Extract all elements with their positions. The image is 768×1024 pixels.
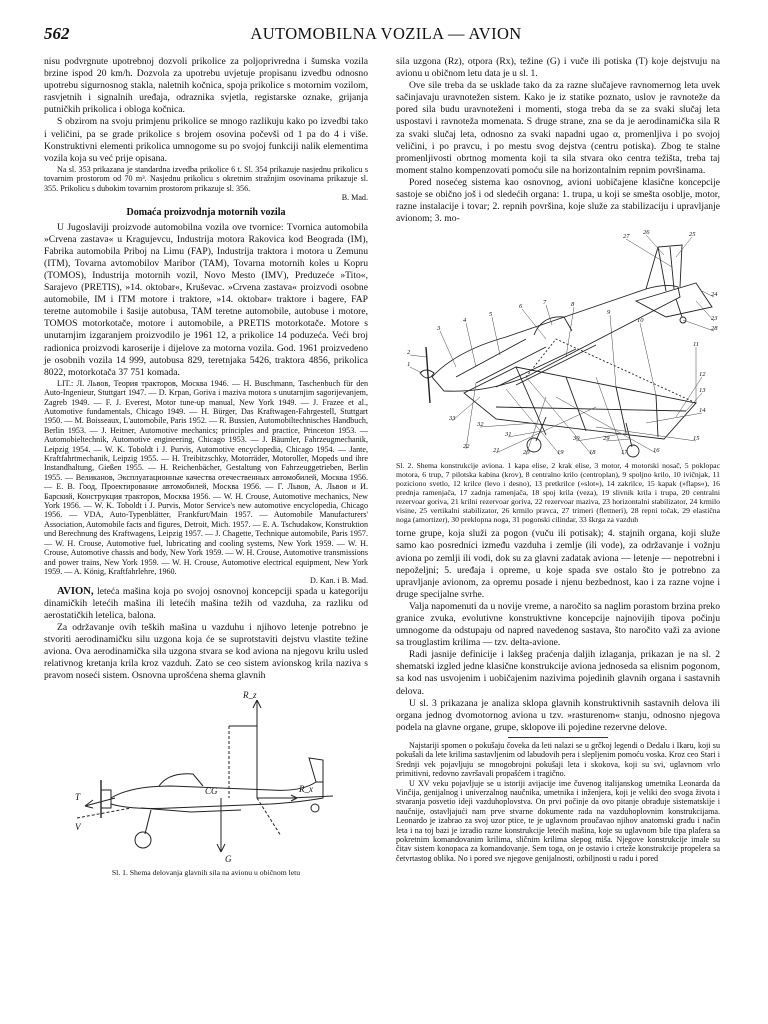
figure-2-aircraft-structure [396, 227, 720, 459]
callout-number: 14 [699, 407, 706, 415]
callout-number: 24 [711, 291, 718, 299]
callout-leader [596, 427, 696, 441]
figure-2-caption: Sl. 2. Shema konstrukcije aviona. 1 kapa elise, 2 krak elise, 3 motor, 4 motorski nosač, 5 poklopac motora, 6 trup, 7 pilotska kabina (krov), 8 centralno krilo (centroplan), 9 spoljno krilo, 10 ivičnjak, 11 poziciono svetlo, 12 krilce (levo i desno), 13 pretkrilce (»slot«), 14 zakrilce, 15 kapak (»flaps«), 16 prednja ramenjača, 17 zadnja ramenjača, 18 spoj krila (veza), 19 slivnik krila i trupa, 20 centralni rezervoar goriva, 21 krilni rezervoar goriva, 22 rezervoar maziva, 23 horizontalni stabilizator, 24 krmilo visine, 25 vertikalni stabilizator, 26 krmilo pravca, 27 trimeri (flettneri), 28 repni točak, 29 elastična noga (amortizer), 30 preklopna noga, 31 pogonski cilindar, 33 škrga za vazduh [396, 461, 720, 525]
running-title: AUTOMOBILNA VOZILA — AVION [250, 24, 522, 43]
callout-number: 32 [477, 421, 484, 429]
callout-number: 2 [407, 349, 411, 357]
paragraph: U Jugoslaviji proizvode automobilna vozila ove tvornice: Tvornica automobila »Crvena zastava« u Kragujevcu, Industrija motora Rakovica kod Beograda (IM), Fabrika automobila Priboj na Limu (FAP), Industrija traktora i motora u Zemunu (ITM), Tovarna avtomobilov Maribor (TAM), Tovarna motornih koles u Kopru (TOMOS), Industrija motornih vozil, Novo Mesto (IMV), Preduzeće »Tito«, Sarajevo (PRETIS), »14. oktobar«, Kruševac. »Crvena zastava« proizvodi osobne automobile, IM i ITM motore i traktore, »14. oktobar« traktore i bagere, FAP teretne automobile i šasije autobusa, TAM teretne automobile, autobuse i motore, TOMOS motorkotače, motore i automobile, a PRETIS motorkotače. Motore s unutarnjim izgaranjem proizvodilo je 1961 12, a prikolice 14 poduzeća. Veći broj radionica proizvodi karoserije i dijelove za motorna vozila. God. 1961 proizvedeno je osobnih vozila 14 999, autobusa 829, teretnjaka 5426, traktora 4856, prikolica 8022, motorkotača 37 751 komada. [44, 221, 368, 378]
label-cg: CG [205, 786, 218, 797]
callout-number: 21 [493, 447, 500, 455]
callout-number: 23 [711, 315, 718, 323]
page-number: 562 [44, 24, 70, 43]
article-headword: AVION, [57, 585, 94, 597]
label-velocity: V [75, 822, 81, 833]
right-column [396, 56, 720, 863]
callout-leader [496, 407, 596, 453]
figure-1-caption: Sl. 1. Shema delovanja glavnih sila na avionu u običnom letu [111, 868, 301, 878]
callout-leader [676, 237, 692, 257]
callout-number: 8 [571, 301, 575, 309]
callout-leader [610, 315, 616, 387]
callout-number: 27 [623, 233, 630, 241]
callout-leader [606, 439, 630, 441]
callout-number: 22 [463, 443, 470, 451]
callout-number: 13 [699, 387, 706, 395]
label-weight: G [225, 854, 232, 865]
callout-leader [466, 323, 476, 367]
callout-leader [526, 397, 546, 455]
callout-leader [410, 355, 426, 357]
label-thrust: T [75, 792, 81, 803]
figure-note: Na sl. 353 prikazana je standardna izvedba prikolice 6 t. Sl. 354 prikazuje nasjednu prikolicu s tovarnim prostorom od 70 m³. Nasjednu prikolicu s okretnim stražnjim osovinama prikazuje sl. 355. Prikolicu s dubokim tovarnim prostorom prikazuje sl. 356. [44, 164, 368, 193]
author-signature: D. Kan. i B. Mad. [310, 576, 368, 586]
callout-number: 9 [607, 309, 611, 317]
callout-number: 7 [543, 299, 547, 307]
callout-number: 16 [653, 447, 660, 455]
label-lift: R_z [243, 690, 257, 701]
running-header [44, 24, 728, 48]
bibliography: LIT.: Л. Львов, Теория тракторов, Москва 1946. — H. Buschmann, Taschenbuch für den Auto-Ingenieur, Stuttgart 1947. — D. Krpan, Goriva i maziva motora s unutarnjim sagorijevanjem, Zagreb 1949. — F. J. Everest, Motor tune-up manual, New York 1949. — J. Frazee et al., Automotive fundamentals, Chicago 1949. — H. Bürger, Das Kraftwagen-Fahrgestell, Stuttgart 1950. — M. Boisseaux, L'automobile, Paris 1952. — R. Bussien, Automobiltechnisches Handbuch, Berlin 1953. — J. Heitner, Automotive mechanics; principles and practice, Princeton 1953. — Automobieltechnik, Automotive engineering, Chicago 1953. — J. Bäumler, Fahrzeugmechanik, Leipzig 1954. — W. K. Toboldt i J. Purvis, Automotive encyclopedia, Chicago 1954. — Jante, Kraftfahrtmechanik, Leipzig 1955. — H. Treibitzschky, Motorräder, Motoroller, Mopeds und ihre Instandhaltung, Gießen 1955. — H. Reichenbächer, Gestaltung von Fahrzeuggetrieben, Berlin 1955. — Великанов, Эксплуатационные качества отечественных автомобилей, Москва 1956. — Е. В. Гоод, Проектирование автомобилей, Москва 1956. — Г. Львов, А. Львов и И. Барский, Конструкция тракторов, Москва 1956. — W. H. Crouse, Automotive mechanics, New York 1956. — W. K. Toboldt i J. Purvis, Motor Service's new automotive encyclopedia, Chicago 1956. — VDA, Auto-Typenblätter, Frankfurt/Main 1957. — Automobile Manufacturers' Association, Automobile facts and figures, Detroit, Mich. 1957. — E. A. Tschudakow, Konstruktion und Berechnung des Kraftwagens, Leipzig 1957. — J. Chagette, Technique automobile, Paris 1957. — W. H. Crouse, Automotive fuel, lubricating and cooling systems, New York 1959. — W. H. Crouse, Automotive chassis and body, New York 1959. — W. H. Crouse, Automotive transmissions and power trains, New York 1959. — W. H. Crouse, Automotive electrical equipment, New York 1959. — A. König, Kraftfahrlehre, 1960. [44, 378, 368, 576]
callout-leader [480, 423, 536, 427]
paragraph: S obzirom na svoju primjenu prikolice se mnogo razlikuju kako po izvedbi tako i veličini, pa se grade prikolice s brojem osovina počevši od 1 pa do 4 i više. Konstruktivni elementi prikolica umnogome su po svojoj funkciji nalik elementima vozila koja su već prije opisana. [44, 116, 368, 164]
paragraph: Valja napomenuti da u novije vreme, a naročito sa naglim porastom brzina preko granice zvuka, evolutivne konstruktivne koncepcije najnovijih tipova počinju umnogome da odstupaju od napred navedenog sastava, što naročito važi za avione sa trouglastim krilima — tzv. delta-avione. [396, 600, 720, 649]
callout-number: 20 [523, 449, 530, 457]
callout-number: 15 [693, 435, 700, 443]
paragraph: torne grupe, koja služi za pogon (vuču ili potisak); 4. stajnih organa, koji služe samo kao posredníci između vazduha i zemlje (ili vode), za održavanje i vožnju aviona po zemlji ili vodi, dok su za glavni zadatak aviona — letenje — nepotrebni i nepoželjni; 5. uređaja i opreme, u koje spada sve ostalo što je potrebno za upravljanje avionom, za opremu posade i njenu bezbednost, kao i za razne vojne i druge specijalne svrhe. [396, 528, 720, 600]
callout-leader [683, 320, 714, 331]
callout-number: 5 [489, 311, 493, 319]
callout-number: 19 [557, 449, 564, 457]
callout-leader [596, 377, 624, 455]
callout-number: 29 [603, 435, 610, 443]
callout-number: 11 [693, 341, 700, 349]
paragraph: Ove sile treba da se usklade tako da za razne slučajeve ravnomernog leta uvek sačinjavaju uravnotežen sistem. Kako je iz statike poznato, uslov je ravnoteže da pored sila budu uravnoteženi i momenti, stoga treba da se za svaki slučaj leta uspostavi i ravnoteža momenata. S druge strane, zna se da je aerodinamička sila R za svaki slučaj leta, odnosno za svaki napadni ugao α, promenljiva i po svojoj veličini, i po pravcu, i po mestu svog dejstva (centru potiska). Zbog te stalne promenljivosti obrtnog momenta koji ta sila stvara oko centra težišta, treba taj moment stalno kompenzovati pomoću sile na horizontalnim repnim površinama. [396, 80, 720, 176]
callout-leader [566, 307, 574, 357]
section-heading: Domaća proizvodnja motornih vozila [126, 207, 286, 219]
article-intro [44, 586, 368, 622]
article-lead-text: leteća mašina koja po svojoj osnovnoj koncepciji spada u kategoriju dinamičkih letećih mašina ili letećih mašina težih od vazduha, za razliku od aerostatičkih letelica, balona. [44, 585, 368, 621]
callout-leader [640, 323, 656, 395]
label-drag: R_x [299, 784, 313, 795]
paragraph: Pored nosećeg sistema kao osnovnog, avioni uobičajene klasične koncepcije sastoje se obično još i od sledećih organa: 1. trupa, u koji se smešta osoblje, motor, razne instalacije i tovar; 2. repnih površina, koje služe za stabilizaciju i upravljanje avionom; 3. mo- [396, 176, 720, 225]
callout-number: 6 [519, 303, 523, 311]
callout-number: 31 [505, 431, 512, 439]
callout-number: 26 [643, 229, 650, 237]
figure-1-force-diagram [71, 686, 341, 866]
callout-number: 25 [689, 231, 696, 239]
paragraph: sila uzgona (Rz), otpora (Rx), težine (G) i vuče ili potiska (T) koje dejstvuju na avionu u običnom letu data je u sl. 1. [396, 56, 720, 80]
left-column [44, 56, 368, 881]
callout-leader [452, 397, 480, 421]
author-signature: B. Mad. [341, 193, 368, 203]
callout-number: 30 [573, 435, 580, 443]
callout-number: 18 [589, 449, 596, 457]
callout-leader [466, 383, 476, 449]
callout-number: 28 [711, 325, 718, 333]
callout-number: 4 [463, 317, 467, 325]
paragraph: nisu podvrgnute upotrebnoj dozvoli prikolice za poljoprivredna i šumska vozila brzine ispod 20 km/h. Dozvola za upotrebu uvjetuje propisanu izvedbu odnosno upotrebu sigurnosnog stakla, naletnih kočnica, spoja prikolice s motornim vozilom, rasvjetnih i signalnih uređaja, odraznika svjetla, registarske oznake, grijanja putničkih prikolica i obloga kočnica. [44, 56, 368, 116]
paragraph: Radi jasnije definicije i lakšeg praćenja daljih izlaganja, prikazan je na sl. 2 shematski izgled jedne klasične konstrukcije aviona jednoseda sa elisnim pogonom, sa kod nas usvojenim i uobičajenim nazivima pojedinih glavnih organa i sastavnih delova. [396, 649, 720, 697]
footnote-divider [508, 737, 608, 738]
paragraph: U sl. 3 prikazana je analiza sklopa glavnih konstruktivnih sastavnih delova ili organa jednog dvomotornog aviona u tzv. »rasturenom« stanju, odnosno njegova podela na glavne organe, grupe, sklopove ili pojedine rezervne delove. [396, 697, 720, 733]
callout-leader [440, 331, 456, 367]
callout-leader [492, 317, 500, 355]
footnote: U XV veku pojavljuje se u istoriji avijacije ime čuvenog italijanskog umetnika Leonarda da Vinčija, genijalnog i univerzalnog naučnika, umetnika i inženjera, koji je veliki deo svoga života i stvaranja posvetio ideji vazduhoplovstva. On prvi počinje da ovo pitanje obrađuje sistematskije i naučnije, ostavljajući nam prve stvarne dokumente rada na vazduhoplovnim konstrukcijama. Leonardo je izabrao za svoj uzor ptice, te je uglavnom proučavao njihov anatomski građu i način leta i na toj bazi je izradio razne konstrukcije letećih mašina, koje su uglavnom bile tipa plafera sa pokretnim komandovanim krilima, sličnim krilima slepog miša. Njegove konstrukcije imale su čitav sistem konopaca za komandovanje. Sem toga, on je ostavio i crteže konstrukcije propelera sa četvrtastog oblika. No i pored sve njegove genijalnosti, ozbiljnosti u radu i pored [396, 778, 720, 863]
callout-number: 12 [699, 371, 706, 379]
callout-number: 1 [407, 361, 411, 369]
paragraph: Za održavanje ovih teških mašina u vazduhu i njihovo letenje potrebno je stvoriti aerodinamičku silu uzgona koja će se suprotstaviti dejstvu vlastite težine aviona. Ova aerodinamička sila uzgona stvara se kod aviona na njegovu krilu usled relativnog kretanja krila kroz vazduh. Zato se ceo sistem avionskog krila naziva s pravom noseći sistem. Osnovna uprošćena shema glavnih [44, 622, 368, 682]
callout-leader [526, 377, 592, 455]
callout-number: 10 [637, 317, 644, 325]
footnote: Najstariji spomen o pokušaju čoveka da leti nalazi se u grčkoj legendi o Dedalu i Ikaru, koji su pokušali da lete krilima sastavljenim od labudovih pera i slepljenim pomoću voska. Kroz ceo Stari i Srednji vek pojavljuju se mnogobrojni pokušaji leta i skokova, koji su svi, uglavnom vrlo primitivni, redovno završavali propašćem i tragično. [396, 740, 720, 779]
callout-number: 33 [449, 415, 456, 423]
callout-leader [506, 389, 560, 455]
callout-number: 17 [621, 449, 628, 457]
callout-number: 3 [437, 325, 441, 333]
callout-leader [646, 235, 664, 255]
callout-leader [410, 367, 422, 373]
callout-leader [626, 239, 672, 267]
callout-leader [646, 413, 702, 423]
